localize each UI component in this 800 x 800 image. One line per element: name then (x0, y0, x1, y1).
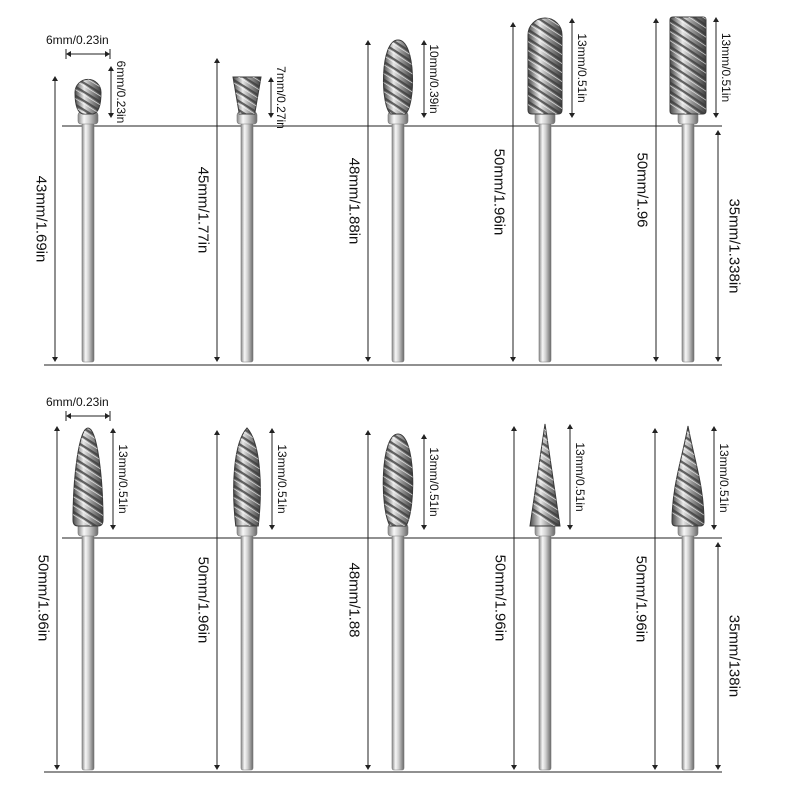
row-1-bit-4-total-length-arrow-bottom (510, 357, 516, 362)
flute-highlight (229, 35, 265, 57)
row-2-bit-4-head-length-label: 13mm/0.51in (573, 442, 587, 512)
row-1-bit-4-head-length-arrow-top (569, 18, 575, 23)
flute-highlight (668, 384, 708, 410)
row-2-shank-length-arrow-bottom (715, 765, 721, 770)
flute-highlight (378, 0, 418, 24)
row-2-bit-5-head-length-arrow-top (711, 426, 717, 431)
row-2-bit-2-head-length-label: 13mm/0.51in (275, 444, 289, 514)
shank (82, 116, 94, 362)
row-1-bit-2-total-length-label: 45mm/1.77in (194, 166, 212, 254)
shank (241, 116, 253, 362)
flute-line (668, 390, 708, 416)
row-1-bit-4-head-length-label: 13mm/0.51in (575, 33, 589, 103)
flute-line (524, 0, 566, 9)
row-1-bit-2-head-length-label: 7mm/0.27in (274, 66, 288, 129)
flute-line (228, 401, 266, 425)
shank (82, 528, 94, 770)
flute-highlight (378, 401, 418, 427)
row-1-bit-1-total-length-arrow-bottom (52, 357, 58, 362)
flute-highlight (228, 386, 266, 410)
flute-highlight (526, 373, 564, 397)
row-2-bit-5-total-length-arrow-bottom (652, 765, 658, 770)
burr-bit-oval (378, 0, 418, 362)
flute-line (378, 380, 418, 406)
row-2-bit-1-head-width-arrow-left (66, 413, 71, 419)
row-2-bit-1-total-length-arrow-top (54, 426, 60, 431)
row-2-bit-3-head-length-arrow-top (421, 434, 427, 439)
flute-highlight (524, 0, 566, 12)
flute-highlight (526, 400, 564, 424)
row-1-bit-5-total-length-arrow-top (653, 18, 659, 23)
burr-bits (69, 0, 710, 770)
dimension-lines (44, 17, 722, 772)
flute-line (668, 372, 708, 398)
row-2-shank-length-arrow-top (715, 542, 721, 547)
row-1-bit-5-total-length-arrow-bottom (653, 357, 659, 362)
flute-highlight (229, 44, 265, 66)
row-1-bit-1-head-length-arrow-top (108, 66, 114, 71)
row-2-bit-4-total-length-arrow-top (511, 426, 517, 431)
row-2-bit-3-head-length-label: 13mm/0.51in (427, 447, 441, 517)
flute-highlight (228, 377, 266, 401)
flute-line (71, 12, 105, 33)
row-1-bit-2-total-length-arrow-bottom (214, 357, 220, 362)
shank (392, 116, 404, 362)
row-1-bit-5-head-length-arrow-top (713, 17, 719, 22)
flute-line (228, 392, 266, 416)
row-1-bit-5-head-length-arrow-bottom (713, 113, 719, 118)
burr-bit-flame (228, 374, 266, 770)
flute-line (228, 383, 266, 407)
flute-highlight (71, 60, 105, 81)
row-2-bit-5-total-length-label: 50mm/1.96in (632, 555, 650, 643)
burr-bit-cone (526, 370, 564, 770)
row-1-bit-1-head-length-arrow-bottom (108, 113, 114, 118)
row-1-bit-1-total-length-label: 43mm/1.69in (32, 175, 50, 263)
flute-highlight (378, 7, 418, 33)
shank (682, 116, 694, 362)
row-1-shank-length-arrow-top (715, 130, 721, 135)
row-2-bit-1-total-length-label: 50mm/1.96in (34, 554, 52, 642)
flute-highlight (228, 404, 266, 428)
flute-line (378, 0, 418, 12)
flute-highlight (378, 16, 418, 42)
burr-bit-tree-radius (69, 374, 107, 770)
row-1-bit-4-head-length-arrow-bottom (569, 113, 575, 118)
flute-line (229, 23, 265, 45)
flute-line (228, 374, 266, 398)
row-2-bit-1-head-width-arrow-right (105, 413, 110, 419)
row-1-bit-4-total-length-label: 50mm/1.96in (490, 148, 508, 236)
flute-line (524, 0, 566, 18)
row-1-bit-3-total-length-arrow-top (365, 40, 371, 45)
flute-line (378, 4, 418, 30)
row-1-bit-1-head-length-label: 6mm/0.23in (114, 60, 128, 124)
row-2-bit-1-total-length-arrow-bottom (54, 765, 60, 770)
flute-line (378, 389, 418, 415)
row-2-bit-1-head-length-label: 13mm/0.51in (116, 444, 130, 514)
row-1-bit-2-head-length-arrow-top (268, 77, 274, 82)
flute-line (229, 41, 265, 63)
row-2-bit-4-total-length-label: 50mm/1.96in (491, 554, 509, 642)
flute-highlight (666, 0, 710, 4)
row-1-bit-1-head-width-arrow-left (66, 51, 71, 57)
row-2-bit-1-head-length-arrow-top (110, 428, 116, 433)
burr-bit-tree-pointed (668, 372, 708, 770)
flute-line (526, 388, 564, 412)
row-1-shank-length-label: 35mm/1.338in (725, 198, 743, 294)
row-1-bit-2-head-length-arrow-bottom (268, 113, 274, 118)
row-2-bit-3-head-length-arrow-bottom (421, 525, 427, 530)
row-2-bit-4-head-length-arrow-bottom (567, 525, 573, 530)
flute-line (229, 32, 265, 54)
flute-highlight (668, 402, 708, 428)
row-2-bit-3-total-length-label: 48mm/1.88 (345, 562, 363, 638)
row-2-bit-3-total-length-arrow-top (365, 430, 371, 435)
flute-highlight (668, 393, 708, 419)
flute-line (71, 57, 105, 78)
row-1-bit-3-head-length-arrow-bottom (421, 113, 427, 118)
flute-highlight (228, 395, 266, 419)
row-2-bit-2-head-length-arrow-bottom (269, 525, 275, 530)
shank (539, 528, 551, 770)
row-1-bit-1-head-width-label: 6mm/0.23in (46, 33, 109, 47)
flute-line (666, 0, 710, 10)
row-1-bit-4-total-length-arrow-top (510, 22, 516, 27)
flute-highlight (666, 0, 710, 13)
flute-line (378, 0, 418, 21)
flute-line (666, 0, 710, 19)
row-2-bit-5-head-length-label: 13mm/0.51in (717, 443, 731, 513)
flute-highlight (229, 53, 265, 75)
row-1-bit-1-total-length-arrow-top (52, 76, 58, 81)
flute-line (378, 407, 418, 433)
flute-highlight (378, 392, 418, 418)
row-2-bit-1-head-width-label: 6mm/0.23in (46, 395, 109, 409)
flute-highlight (526, 391, 564, 415)
row-2-bit-4-total-length-arrow-bottom (511, 765, 517, 770)
row-2-bit-2-total-length-arrow-bottom (214, 765, 220, 770)
shank (539, 116, 551, 362)
flute-line (526, 379, 564, 403)
row-2-bit-2-head-length-arrow-top (269, 428, 275, 433)
flute-highlight (229, 26, 265, 48)
flute-line (666, 0, 710, 1)
row-1-bit-2-total-length-arrow-top (214, 58, 220, 63)
flute-line (229, 50, 265, 72)
row-2-shank-length-label: 35mm/138in (725, 614, 743, 698)
flute-highlight (378, 410, 418, 436)
burr-bit-cylinder (666, 0, 710, 362)
burr-bit-ball (71, 12, 105, 362)
flute-highlight (524, 0, 566, 3)
flute-line (378, 398, 418, 424)
burr-bit-egg (378, 380, 418, 770)
row-1-bit-3-total-length-label: 48mm/1.88in (345, 157, 363, 245)
row-1-bit-5-head-length-label: 13mm/0.51in (719, 32, 733, 103)
row-1-bit-1-head-width-arrow-right (105, 51, 110, 57)
row-2-bit-5-head-length-arrow-bottom (711, 525, 717, 530)
flute-line (526, 397, 564, 421)
row-1-bit-3-total-length-arrow-bottom (365, 357, 371, 362)
shank (682, 528, 694, 770)
flute-line (526, 370, 564, 394)
flute-highlight (378, 383, 418, 409)
flute-line (71, 48, 105, 69)
shank (241, 528, 253, 770)
row-1-bit-3-head-length-label: 10mm/0.39in (427, 44, 441, 114)
row-1-bit-5-total-length-label: 50mm/1.96 (633, 152, 651, 228)
flute-highlight (668, 375, 708, 401)
shank (392, 528, 404, 770)
row-1-shank-length-arrow-bottom (715, 357, 721, 362)
flute-line (378, 13, 418, 39)
row-2-bit-2-total-length-arrow-top (214, 430, 220, 435)
flute-line (668, 399, 708, 425)
burr-bit-cylinder-ball-end (524, 0, 566, 362)
row-2-bit-1-head-length-arrow-bottom (110, 525, 116, 530)
flute-highlight (378, 0, 418, 15)
row-2-bit-2-total-length-label: 50mm/1.96in (194, 556, 212, 644)
flute-highlight (526, 382, 564, 406)
burr-bit-inverted-cone (229, 23, 265, 362)
row-2-bit-3-total-length-arrow-bottom (365, 765, 371, 770)
row-1-bit-3-head-length-arrow-top (421, 40, 427, 45)
row-2-bit-5-total-length-arrow-top (652, 428, 658, 433)
row-2-bit-4-head-length-arrow-top (567, 424, 573, 429)
flute-line (668, 381, 708, 407)
